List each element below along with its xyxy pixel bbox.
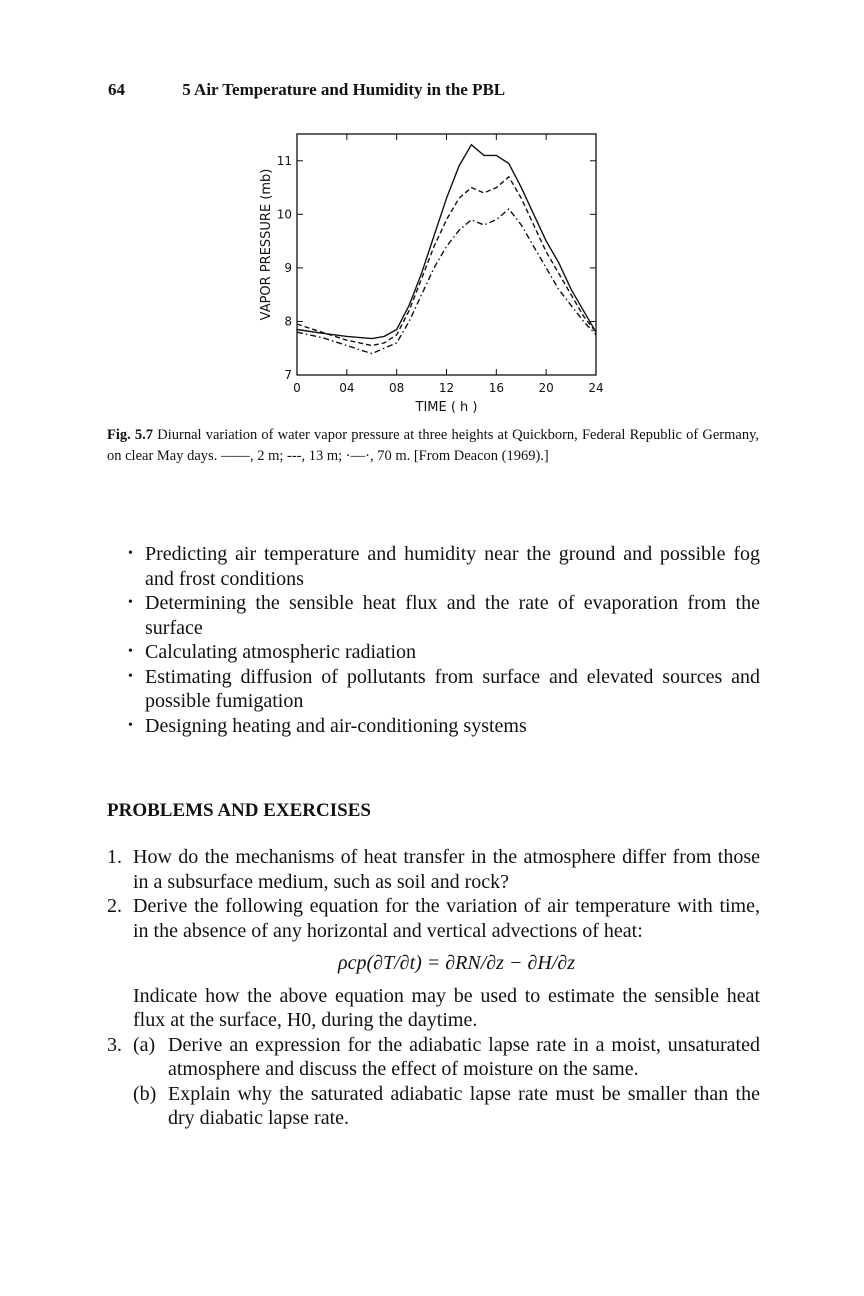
y-tick-label: 8 <box>284 314 292 329</box>
y-tick-label: 11 <box>276 153 292 168</box>
series-line-13m <box>297 177 596 346</box>
problem-number: 2. <box>107 895 122 917</box>
x-tick-label: 04 <box>339 381 355 395</box>
list-item: • Calculating atmospheric radiation <box>128 640 760 665</box>
y-tick-label: 9 <box>284 260 292 275</box>
list-item: • Designing heating and air-conditioning systems <box>128 714 760 739</box>
x-tick-label: 24 <box>588 381 604 395</box>
running-header <box>108 80 505 100</box>
x-tick-label: 20 <box>538 381 554 395</box>
subpart-text: Explain why the saturated adiabatic lapse rate must be smaller than the dry diabatic lapse rate. <box>168 1082 760 1129</box>
y-tick-label: 7 <box>284 368 292 382</box>
series-line-70m <box>297 209 596 354</box>
subpart-label: (b) <box>133 1082 157 1105</box>
problem-followup: Indicate how the above equation may be used to estimate the sensible heat flux at the surface, H0, during the daytime. <box>133 984 760 1031</box>
vapor-pressure-chart <box>250 126 620 426</box>
list-item: • Predicting air temperature and humidity near the ground and possible fog and frost conditions <box>128 542 760 591</box>
problem-text: How do the mechanisms of heat transfer in the atmosphere differ from those in a subsurface medium, such as soil and rock? <box>133 846 760 893</box>
subpart-label: (a) <box>133 1033 156 1056</box>
problem-text: Derive the following equation for the variation of air temperature with time, in the absence of any horizontal and vertical advections of heat: <box>133 895 760 942</box>
figure-label: Fig. 5.7 <box>107 427 154 443</box>
figure-caption <box>107 425 759 467</box>
problem-number: 3. <box>107 1033 122 1056</box>
y-tick-label: 10 <box>276 207 292 222</box>
x-tick-label: 0 <box>293 381 301 395</box>
applications-list <box>128 542 760 738</box>
page-number: 64 <box>108 80 125 99</box>
section-heading: PROBLEMS AND EXERCISES <box>107 800 371 821</box>
problem-number: 1. <box>107 846 122 868</box>
problem-3 <box>107 1033 760 1131</box>
problem-3a <box>133 1033 760 1082</box>
caption-text: Diurnal variation of water vapor pressure at three heights at Quickborn, Federal Republic of Germany, on clear May days. ——, 2 m; ---, 13 m; ·—·, 70 m. [From Deacon (1969).] <box>107 427 759 464</box>
chapter-title: 5 Air Temperature and Humidity in the PBL <box>182 80 506 99</box>
list-item: • Determining the sensible heat flux and the rate of evaporation from the surface <box>128 591 760 640</box>
equation: ρcp(∂T/∂t) = ∂RN/∂z − ∂H/∂z <box>337 952 575 974</box>
x-tick-label: 12 <box>438 381 455 395</box>
list-item: • Estimating diffusion of pollutants from surface and elevated sources and possible fumigation <box>128 665 760 714</box>
problem-1 <box>107 845 760 894</box>
subpart-text: Derive an expression for the adiabatic lapse rate in a moist, unsaturated atmosphere and discuss the effect of moisture on the same. <box>168 1033 760 1080</box>
x-tick-label: 16 <box>488 381 504 395</box>
x-tick-label: 08 <box>389 381 405 395</box>
problem-2 <box>107 894 760 1033</box>
problems-list <box>107 845 760 1131</box>
figure-5-7 <box>250 126 620 426</box>
x-axis-label: TIME ( h ) <box>415 400 478 415</box>
plot-frame <box>297 134 596 375</box>
y-axis-label: VAPOR PRESSURE (mb) <box>259 168 274 321</box>
series-line-2m <box>297 145 596 339</box>
problem-3b <box>133 1082 760 1131</box>
